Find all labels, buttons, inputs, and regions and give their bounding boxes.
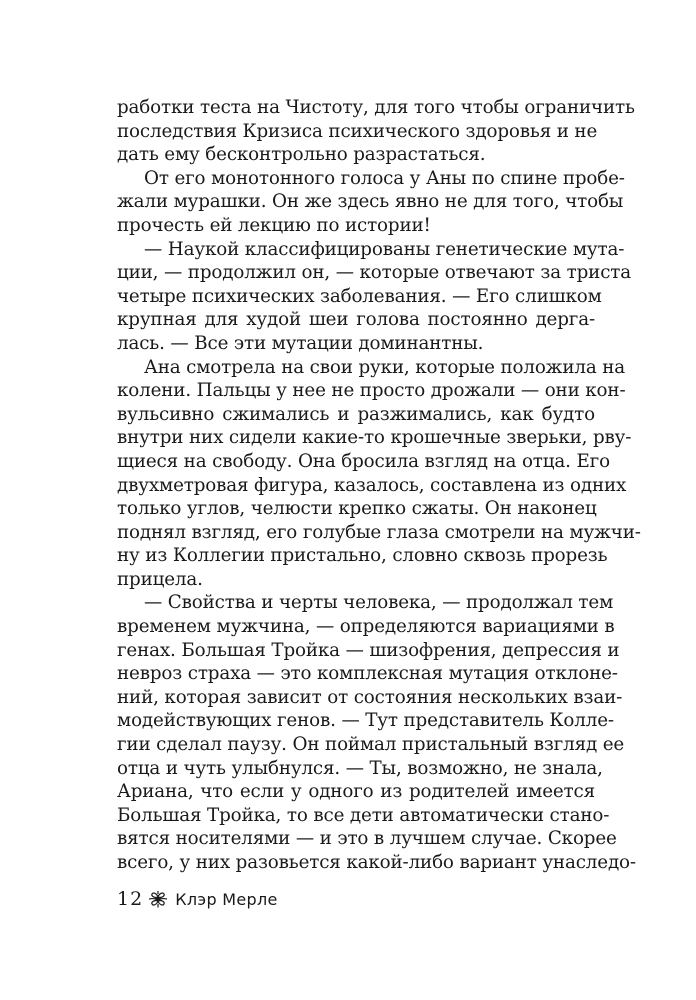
- text-line: — Свойства и черты человека, — продолжал тем: [144, 592, 614, 614]
- text-line: гии сделал паузу. Он поймал пристальный взгляд ее: [117, 734, 625, 756]
- text-line: ции, — продолжил он, — которые отвечают за триста: [117, 262, 632, 284]
- text-line: поднял взгляд, его голубые глаза смотрели на мужчи-: [117, 521, 641, 543]
- text-line: модействующих генов. — Тут представитель Колле-: [117, 710, 614, 732]
- text-line: ний, которая зависит от состояния нескольких взаи-: [117, 686, 623, 708]
- text-line: — Наукой классифицированы генетические мута-: [144, 238, 625, 260]
- text-line: четыре психических заболевания. — Его слишком: [117, 285, 602, 307]
- text-line: временем мужчина, — определяются вариациями в: [117, 616, 615, 638]
- text-line: Большая Тройка, то все дети автоматически стано-: [117, 804, 610, 826]
- text-line: От его монотонного голоса у Аны по спине пробе-: [144, 167, 625, 189]
- text-line: двухметровая фигура, казалось, составлена из одних: [117, 474, 627, 496]
- text-line: Ариана, что если у одного из родителей имеется: [117, 781, 595, 803]
- text-line: работки теста на Чистоту, для того чтобы ограничить: [117, 97, 635, 118]
- text-line: крупная для худой шеи голова постоянно дерга-: [117, 309, 595, 331]
- text-line: лась. — Все эти мутации доминантны.: [117, 332, 484, 354]
- page-number: 12: [117, 888, 144, 910]
- author-name: Клэр Мерле: [175, 889, 278, 909]
- page-footer: [117, 884, 278, 914]
- text-line: только углов, челюсти крепко сжаты. Он наконец: [117, 498, 597, 520]
- body-text: [117, 96, 641, 875]
- text-line: колени. Пальцы у нее не просто дрожали — они кон-: [117, 380, 626, 402]
- text-line: щиеся на свободу. Она бросила взгляд на отца. Его: [117, 450, 610, 472]
- text-line: прицела.: [117, 568, 203, 590]
- text-line: дать ему бесконтрольно разрастаться.: [117, 144, 486, 166]
- text-line: Ана смотрела на свои руки, которые положила на: [144, 356, 626, 378]
- text-line: отца и чуть улыбнулся. — Ты, возможно, не знала,: [117, 757, 603, 779]
- floral-ornament-icon: [147, 888, 169, 910]
- text-line: прочесть ей лекцию по истории!: [117, 214, 431, 236]
- text-line: жали мурашки. Он же здесь явно не для того, чтобы: [117, 191, 624, 213]
- text-line: последствия Кризиса психического здоровья и не: [117, 120, 598, 142]
- text-line: ну из Коллегии пристально, словно сквозь прорезь: [117, 545, 608, 567]
- text-line: внутри них сидели какие-то крошечные зверьки, рву-: [117, 427, 632, 449]
- text-line: вульсивно сжимались и разжимались, как будто: [117, 403, 595, 425]
- text-line: генах. Большая Тройка — шизофрения, депрессия и: [117, 639, 620, 661]
- text-line: невроз страха — это комплексная мутация отклоне-: [117, 663, 618, 685]
- text-line: вятся носителями — и это в лучшем случае. Скорее: [117, 828, 617, 850]
- text-line: всего, у них разовьется какой-либо вариант унаследо-: [117, 852, 636, 873]
